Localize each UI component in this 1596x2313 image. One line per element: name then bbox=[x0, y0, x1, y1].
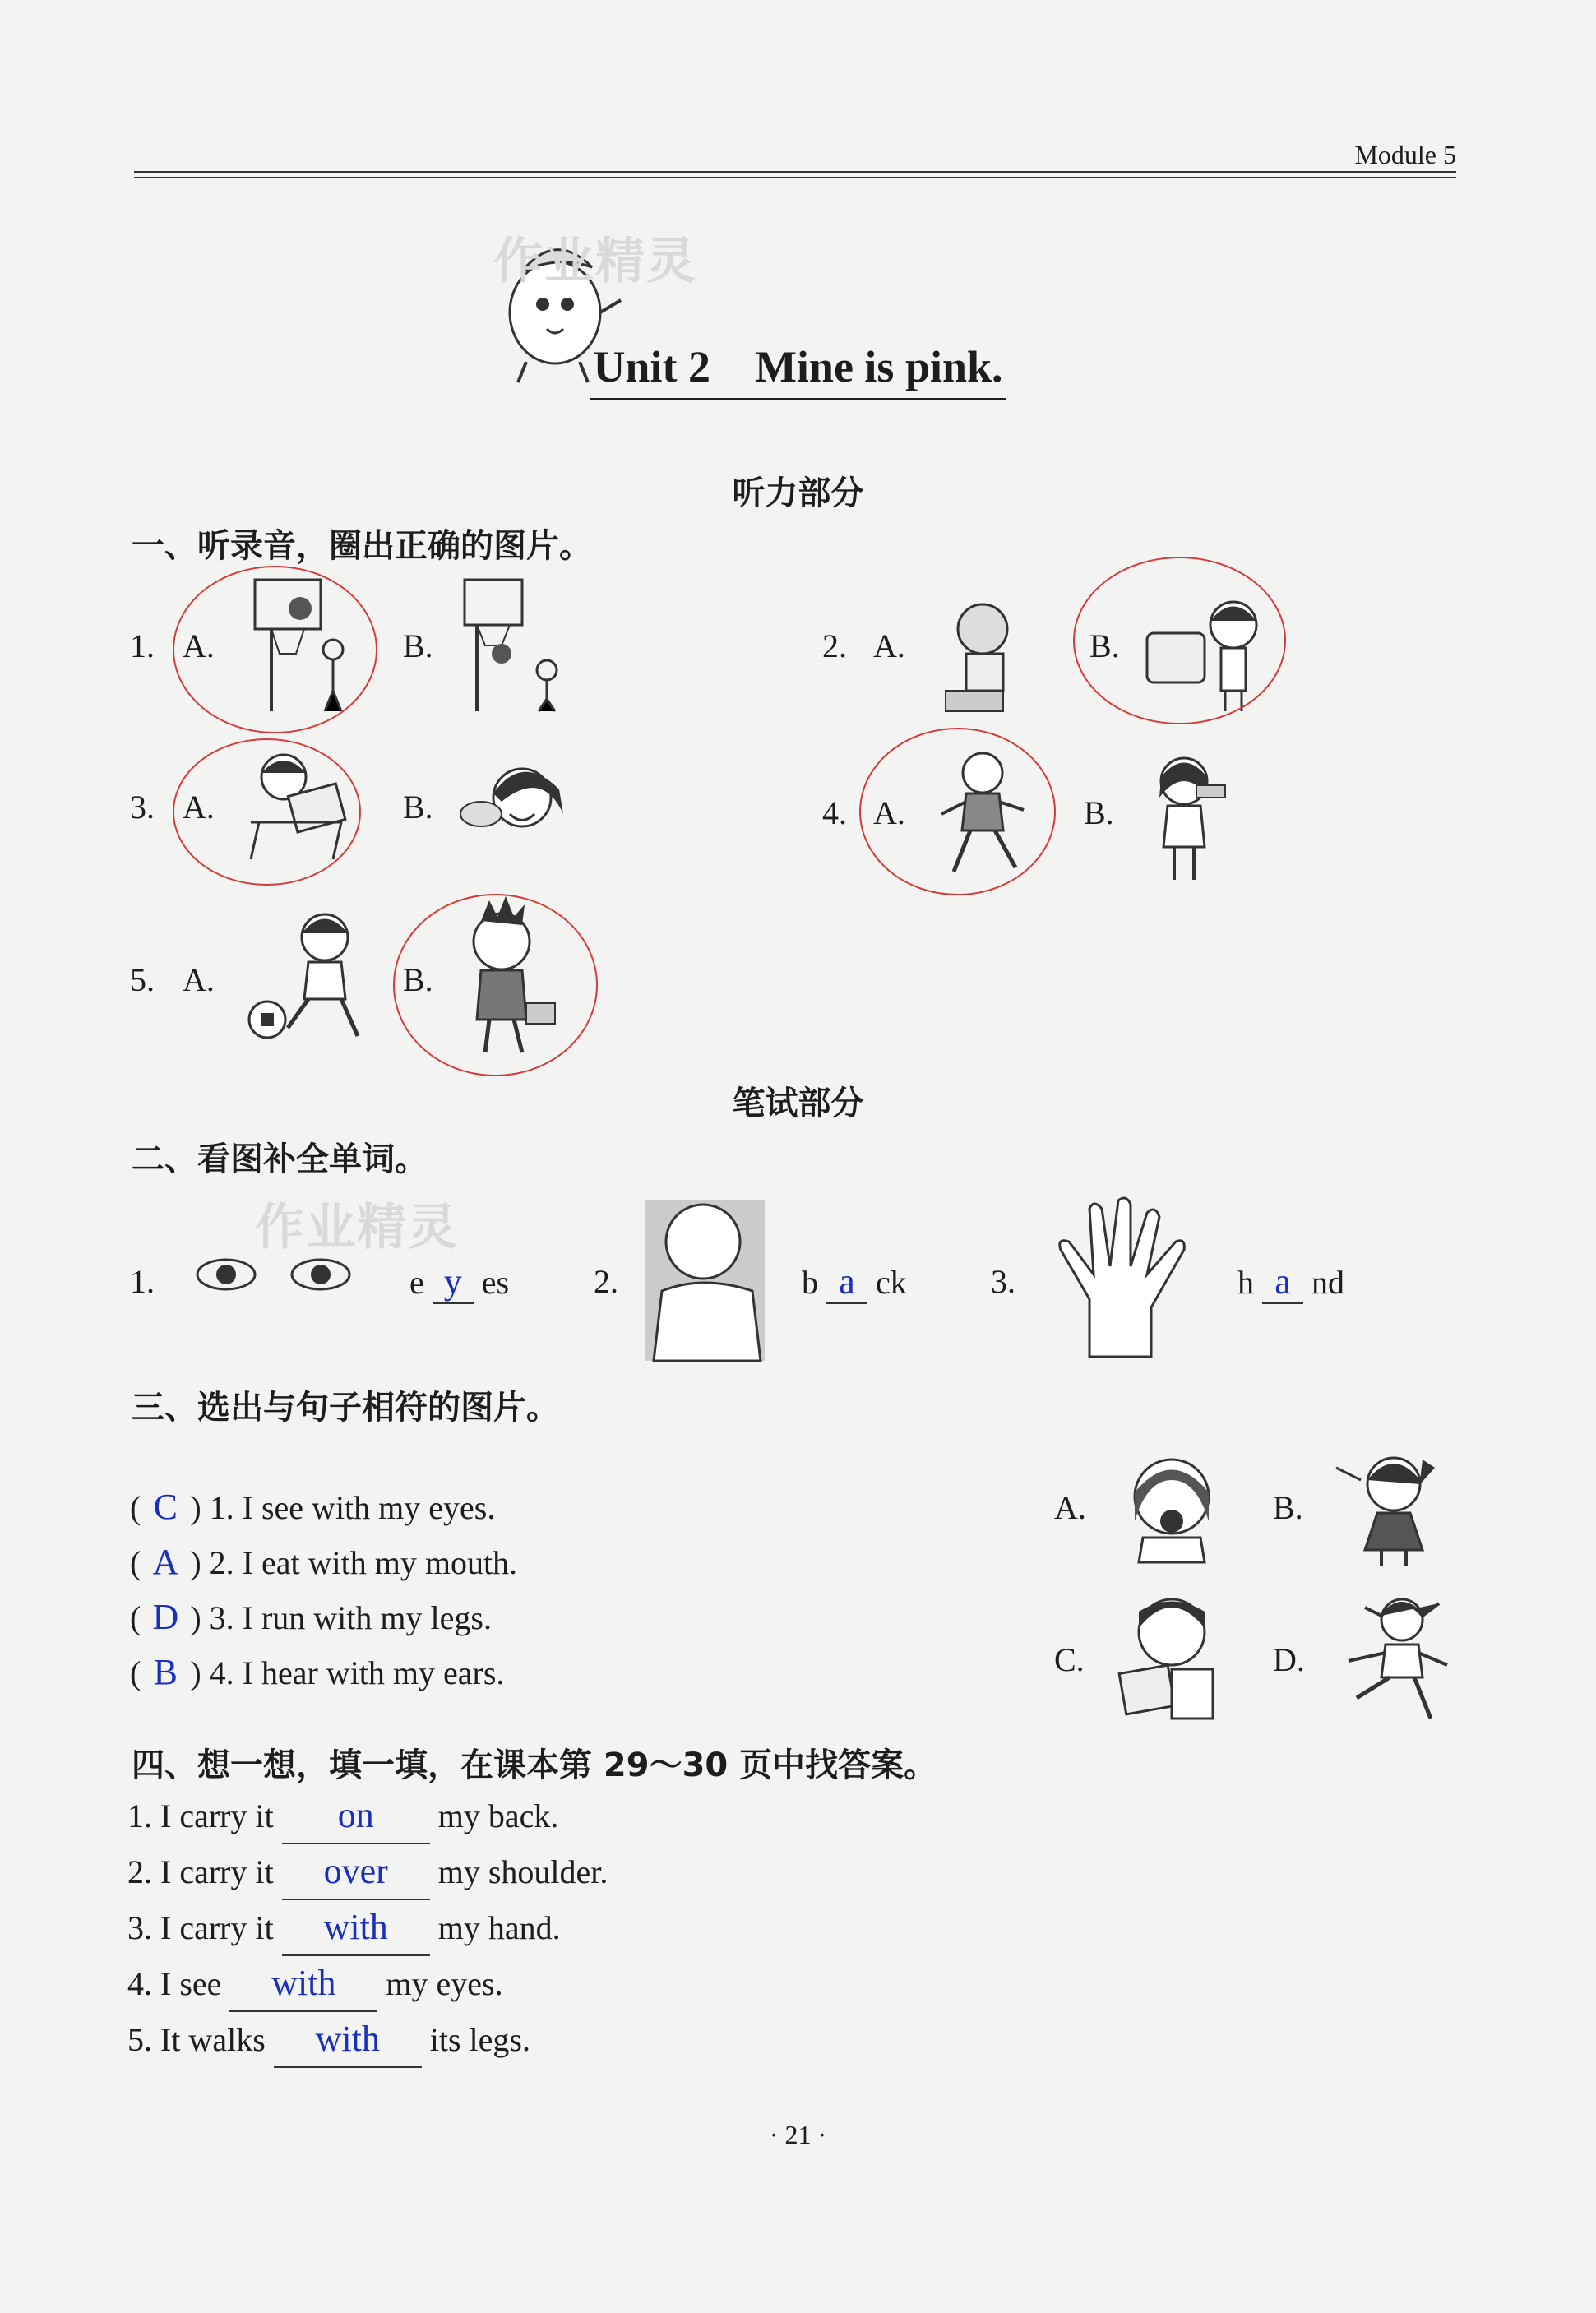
writing-heading: 笔试部分 bbox=[732, 1085, 864, 1122]
watermark-text: 作业精灵 bbox=[255, 1199, 459, 1256]
section4-title: 四、想一想，填一填，在课本第 29～30 页中找答案。 bbox=[132, 1746, 937, 1784]
answer-blank: a bbox=[1262, 1261, 1303, 1304]
item-number: 1. bbox=[130, 627, 155, 664]
item-number: 3. bbox=[991, 1263, 1015, 1300]
answer-blank: over bbox=[282, 1844, 430, 1900]
item-number: 3. bbox=[130, 789, 155, 826]
girl-listening-icon bbox=[1332, 1443, 1447, 1571]
answer-blank: on bbox=[282, 1788, 430, 1844]
girl-eating-apple-icon bbox=[1114, 1447, 1229, 1562]
answer-blank: with bbox=[229, 1956, 377, 2012]
item-number: 2. bbox=[822, 627, 847, 664]
fill-list bbox=[127, 1788, 608, 2068]
watermark-text: 作业精灵 bbox=[493, 233, 697, 290]
answer-blank: a bbox=[826, 1261, 867, 1304]
answer-circle bbox=[1073, 557, 1286, 724]
boy-playing-football-icon bbox=[243, 904, 382, 1048]
listening-heading: 听力部分 bbox=[732, 474, 864, 512]
word-hand: h a nd bbox=[1237, 1261, 1344, 1304]
answer-blank: with bbox=[274, 2012, 422, 2068]
option-label: B. bbox=[403, 789, 433, 826]
hand-icon bbox=[1044, 1192, 1196, 1365]
page-number: · 21 · bbox=[769, 2120, 827, 2149]
option-label: A. bbox=[873, 627, 905, 664]
answer-circle bbox=[173, 738, 361, 886]
header-rule bbox=[134, 171, 1456, 173]
answer-circle bbox=[859, 728, 1056, 895]
pic-label: B. bbox=[1273, 1489, 1303, 1526]
word-back: b a ck bbox=[802, 1261, 907, 1304]
answer-letter: C bbox=[153, 1487, 178, 1527]
back-icon bbox=[645, 1200, 765, 1361]
match-list bbox=[130, 1480, 517, 1700]
girl-eating-icon bbox=[1135, 748, 1242, 884]
item-number: 4. bbox=[822, 794, 847, 831]
fill-item: 3. I carry it with my hand. bbox=[127, 1900, 608, 1956]
match-item: ( A ) 2. I eat with my mouth. bbox=[130, 1535, 517, 1590]
answer-letter: D bbox=[152, 1597, 179, 1637]
girl-running-icon bbox=[1332, 1591, 1455, 1723]
option-label: B. bbox=[403, 961, 433, 998]
fill-item: 5. It walks with its legs. bbox=[127, 2012, 608, 2068]
option-label: B. bbox=[1084, 794, 1114, 831]
pic-label: A. bbox=[1054, 1489, 1086, 1526]
pic-label: C. bbox=[1054, 1641, 1085, 1678]
section2-title: 二、看图补全单词。 bbox=[132, 1140, 428, 1178]
answer-blank: y bbox=[433, 1261, 474, 1304]
option-label: A. bbox=[183, 961, 215, 998]
answer-blank: with bbox=[282, 1900, 430, 1956]
pic-label: D. bbox=[1273, 1641, 1305, 1678]
option-label: A. bbox=[183, 789, 215, 826]
basketball-hoop-icon bbox=[456, 576, 580, 715]
match-item: ( D ) 3. I run with my legs. bbox=[130, 1590, 517, 1645]
page-title: Unit 2 Mine is pink. bbox=[0, 341, 1596, 392]
item-number: 5. bbox=[130, 961, 155, 998]
word-eyes: e y es bbox=[409, 1261, 509, 1304]
option-label: B. bbox=[403, 627, 433, 664]
fill-item: 2. I carry it over my shoulder. bbox=[127, 1844, 608, 1900]
answer-circle bbox=[173, 566, 377, 733]
header-rule-thin bbox=[134, 177, 1456, 178]
fill-item: 4. I see with my eyes. bbox=[127, 1956, 608, 2012]
answer-letter: A bbox=[152, 1542, 179, 1582]
girl-smiling-icon bbox=[452, 752, 576, 867]
item-number: 1. bbox=[130, 1263, 155, 1300]
section1-title: 一、听录音，圈出正确的图片。 bbox=[132, 527, 592, 565]
answer-letter: B bbox=[153, 1652, 178, 1692]
option-label: B. bbox=[1089, 627, 1120, 664]
match-item: ( C ) 1. I see with my eyes. bbox=[130, 1480, 517, 1535]
tired-person-icon bbox=[929, 592, 1044, 715]
item-number: 2. bbox=[594, 1263, 618, 1300]
option-label: A. bbox=[183, 627, 215, 664]
match-item: ( B ) 4. I hear with my ears. bbox=[130, 1645, 517, 1700]
answer-circle bbox=[393, 894, 598, 1076]
fill-item: 1. I carry it on my back. bbox=[127, 1788, 608, 1844]
module-label: Module 5 bbox=[1354, 140, 1456, 169]
option-label: A. bbox=[873, 794, 905, 831]
boy-reading-book-icon bbox=[1114, 1591, 1229, 1723]
eyes-icon bbox=[193, 1250, 358, 1299]
section3-title: 三、选出与句子相符的图片。 bbox=[132, 1389, 559, 1427]
